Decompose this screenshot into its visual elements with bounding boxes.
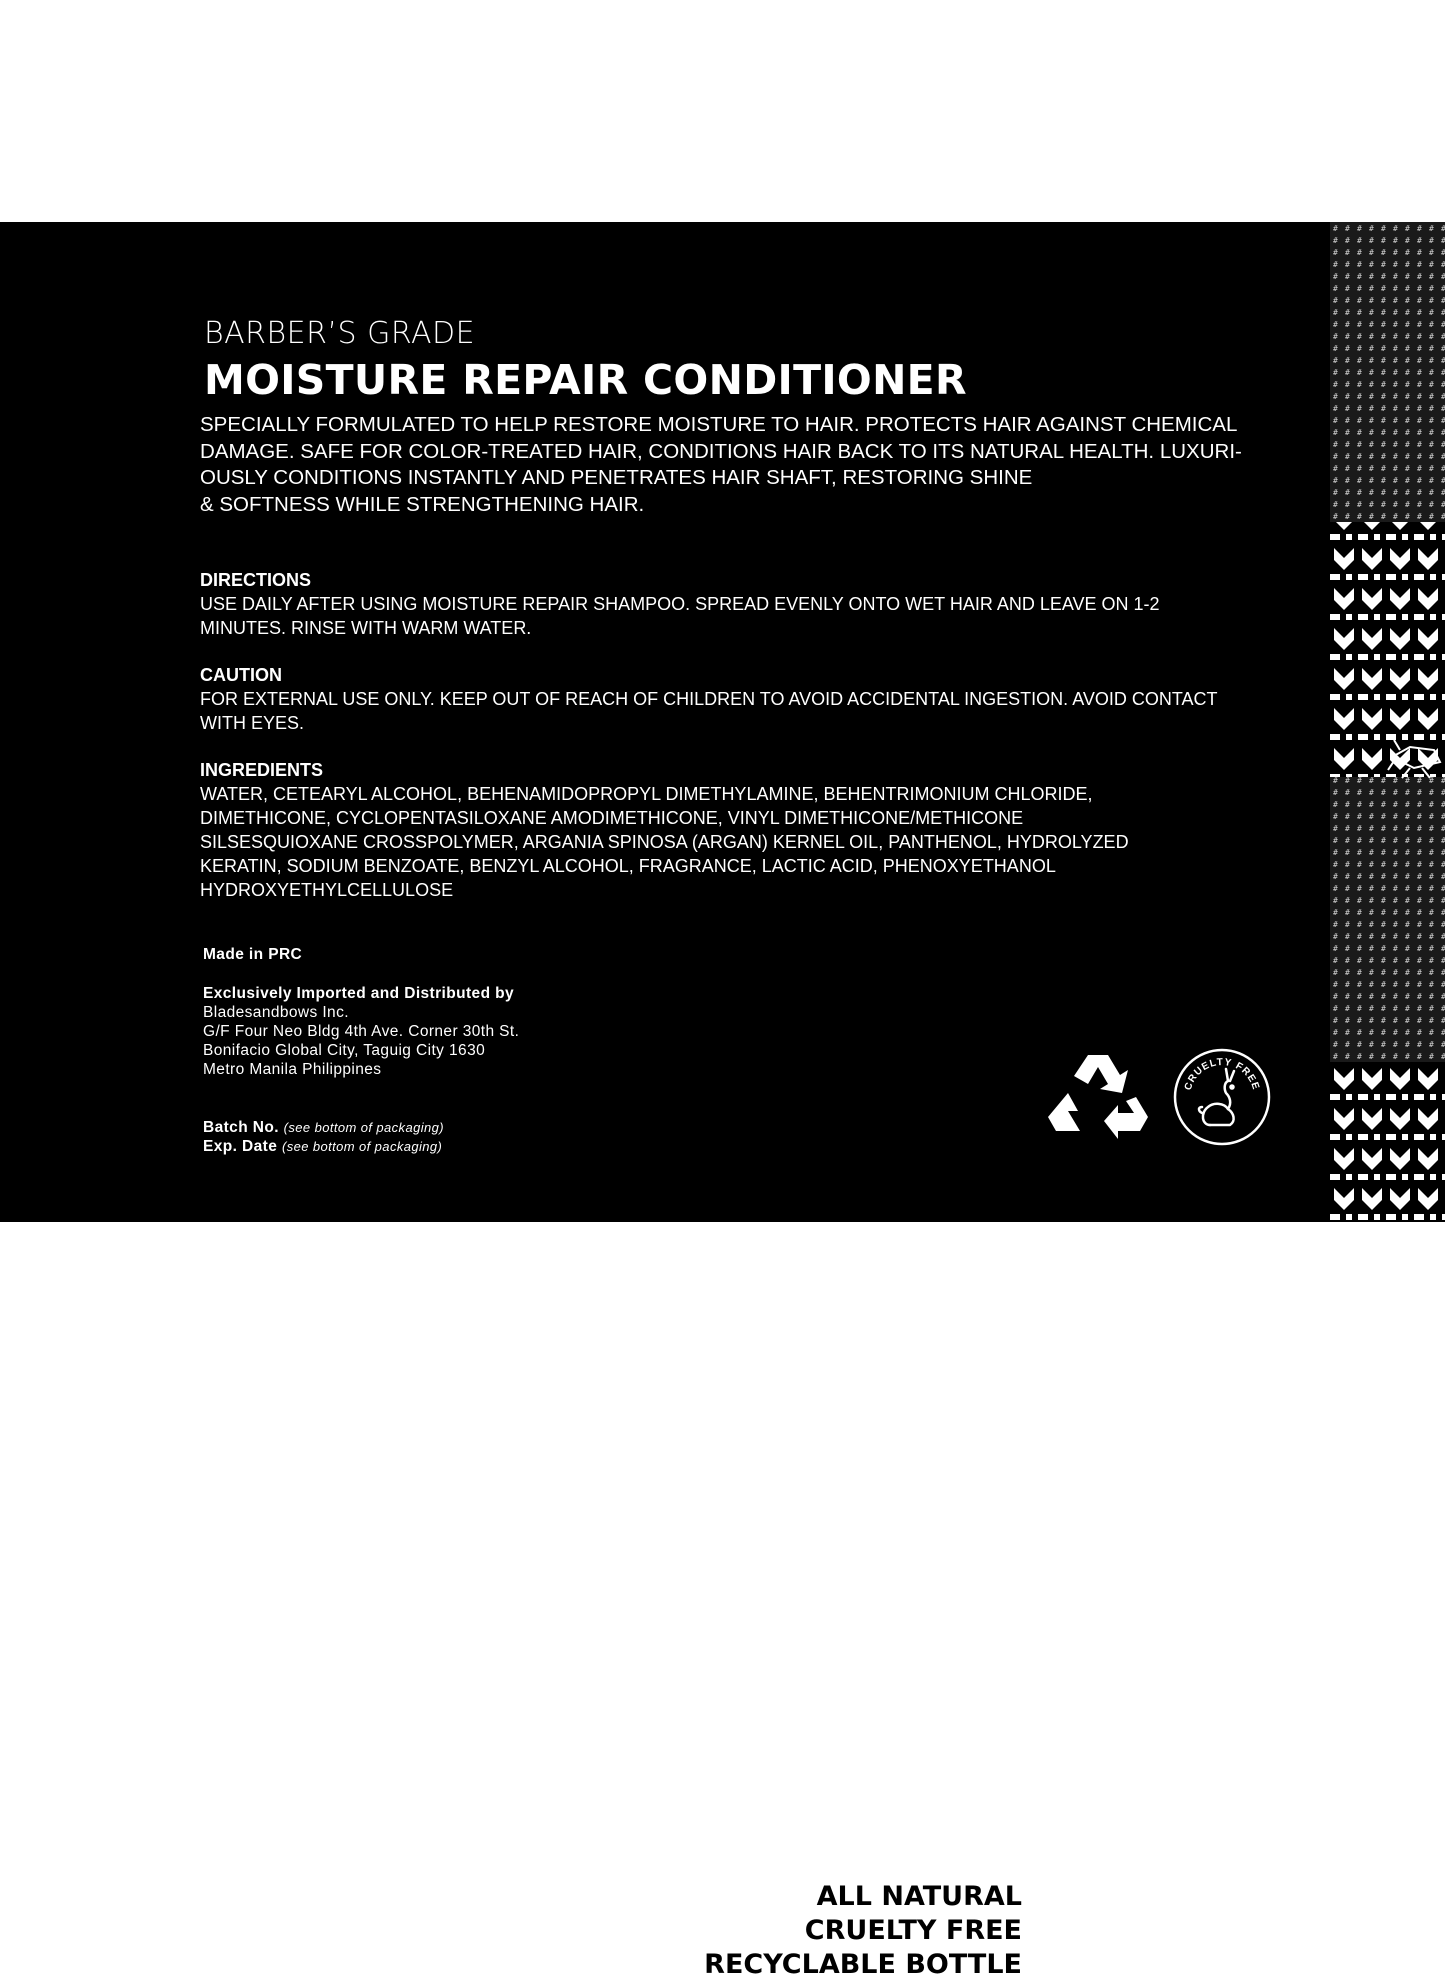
description-line: OUSLY CONDITIONS INSTANTLY AND PENETRATES HAIR SHAFT, RESTORING SHINE [200,466,1033,489]
distributor-line: G/F Four Neo Bldg 4th Ave. Corner 30th St. [203,1023,520,1040]
batch-expiry-block [203,1118,444,1156]
distributor-line: Bonifacio Global City, Taguig City 1630 [203,1042,486,1059]
claims-list [704,1880,1022,1982]
caution-heading: CAUTION [200,665,282,685]
expiry-label: Exp. Date [203,1138,278,1155]
recycle-icon [1048,1049,1152,1143]
caution-line: FOR EXTERNAL USE ONLY. KEEP OUT OF REACH OF CHILDREN TO AVOID ACCIDENTAL INGESTION. AVOID CONTACT [200,689,1218,709]
decorative-pattern [1330,222,1445,1222]
caution-section [200,663,1310,735]
directions-line: USE DAILY AFTER USING MOISTURE REPAIR SHAMPOO. SPREAD EVENLY ONTO WET HAIR AND LEAVE ON 1-2 [200,594,1160,614]
directions-line: MINUTES. RINSE WITH WARM WATER. [200,618,532,638]
distributor-block [203,984,519,1079]
product-description [200,412,1300,518]
brand-name: BARBER’S GRADE [204,316,476,351]
ingredients-line: DIMETHICONE, CYCLOPENTASILOXANE AMODIMETHICONE, VINYL DIMETHICONE/METHICONE [200,808,1024,828]
expiry-note: (see bottom of packaging) [281,1139,443,1154]
expiry-row [203,1137,444,1156]
description-line: & SOFTNESS WHILE STRENGTHENING HAIR. [200,492,645,516]
claim-item: RECYCLABLE BOTTLE [704,1949,1022,1980]
ingredients-line: KERATIN, SODIUM BENZOATE, BENZYL ALCOHOL, FRAGRANCE, LACTIC ACID, PHENOXYETHANOL [200,856,1056,876]
ingredients-section [200,758,1310,902]
product-label [0,222,1445,1980]
directions-body [200,592,1310,640]
ingredients-line: HYDROXYETHYLCELLULOSE [200,880,454,900]
caution-body [200,687,1310,735]
caution-line: WITH EYES. [200,713,305,733]
cruelty-free-rabbit-icon [1172,1047,1272,1147]
distributor-line: Metro Manila Philippines [203,1061,382,1078]
directions-section [200,568,1310,640]
batch-note: (see bottom of packaging) [283,1120,444,1135]
description-line: SPECIALLY FORMULATED TO HELP RESTORE MOISTURE TO HAIR. PROTECTS HAIR AGAINST CHEMICAL [200,413,1238,436]
ingredients-body [200,782,1310,902]
description-line: DAMAGE. SAFE FOR COLOR-TREATED HAIR, CONDITIONS HAIR BACK TO ITS NATURAL HEALTH. LUXURI- [200,439,1242,463]
badge-text: CRUELTY FREE [1182,1056,1262,1092]
origin-text: Made in PRC [203,946,303,963]
claim-item: CRUELTY FREE [804,1915,1022,1946]
distributor-line: Bladesandbows Inc. [203,1004,349,1021]
ingredients-heading: INGREDIENTS [200,760,324,780]
distributor-heading: Exclusively Imported and Distributed by [203,985,515,1002]
batch-row [203,1118,444,1137]
claim-item: ALL NATURAL [816,1881,1022,1912]
svg-text:CRUELTY FREE [1183,1057,1261,1092]
ingredients-line: WATER, CETEARYL ALCOHOL, BEHENAMIDOPROPYL DIMETHYLAMINE, BEHENTRIMONIUM CHLORIDE, [200,784,1093,804]
directions-heading: DIRECTIONS [200,570,312,590]
ingredients-line: SILSESQUIOXANE CROSSPOLYMER, ARGANIA SPINOSA (ARGAN) KERNEL OIL, PANTHENOL, HYDROLYZED [200,832,1129,852]
batch-label: Batch No. [203,1119,279,1136]
product-title: MOISTURE REPAIR CONDITIONER [204,356,967,404]
